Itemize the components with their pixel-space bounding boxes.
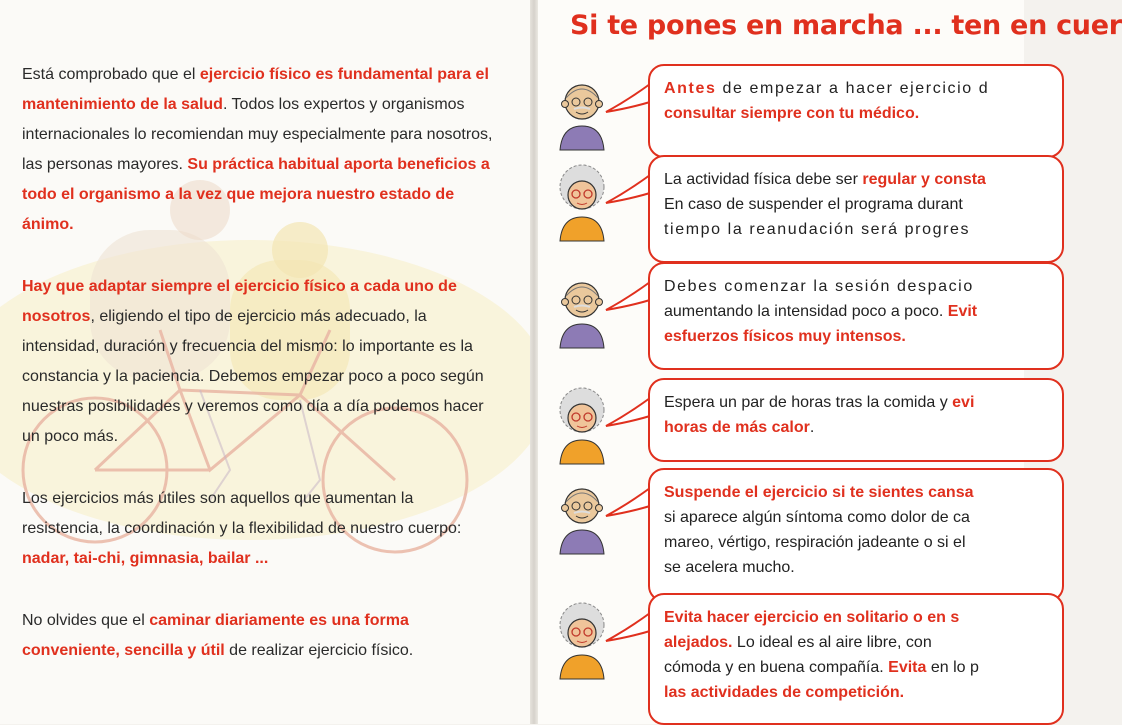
tip-line <box>664 680 1048 705</box>
speech-bubble <box>648 262 1064 370</box>
tip-text: . <box>809 419 815 436</box>
tip-highlight: las actividades de competición. <box>664 684 905 701</box>
tip-line <box>664 324 1048 349</box>
tip-item <box>538 262 1024 362</box>
tip-text: La actividad física debe ser <box>664 171 863 188</box>
paragraph-health: Está comprobado que el ejercicio físico es fundamental para el mantenimiento de la salud. Todos los expertos y organismos internacionales lo recomiendan muy especialmente para nosotros, las personas mayores. Su práctica habitual aporta beneficios a todo el organismo a la vez que mejora nuestro estado de ánimo. <box>22 66 493 233</box>
tip-text: si aparece algún síntoma como dolor de ca <box>664 509 970 526</box>
tip-line <box>664 555 1048 580</box>
speech-bubble <box>648 593 1064 725</box>
tip-line <box>664 655 1048 680</box>
tip-highlight: horas de más calor <box>664 419 810 436</box>
tip-line <box>664 299 1048 324</box>
tip-line <box>664 390 1048 415</box>
tip-highlight: Suspende el ejercicio si te sientes cansa <box>664 484 974 501</box>
tip-line <box>664 167 1048 192</box>
tip-item <box>538 155 1024 255</box>
tip-item <box>538 58 1024 158</box>
tip-line <box>664 217 1048 242</box>
tip-text: cómoda y en buena compañía. <box>664 659 889 676</box>
tip-line <box>664 192 1048 217</box>
tip-highlight: alejados. <box>664 634 733 651</box>
tip-text: mareo, vértigo, respiración jadeante o si el <box>664 534 966 551</box>
tip-text: se acelera mucho. <box>664 559 795 576</box>
tip-highlight: regular y consta <box>862 171 986 188</box>
tip-text: En caso de suspender el programa durant <box>664 196 963 213</box>
tip-text: Lo ideal es al aire libre, con <box>732 634 932 651</box>
speech-bubble <box>648 155 1064 263</box>
tip-line <box>664 76 1048 101</box>
page-headline: Si te pones en marcha ... ten en cuer <box>570 10 1122 41</box>
tip-line <box>664 274 1048 299</box>
tip-text: Espera un par de horas tras la comida y <box>664 394 953 411</box>
tip-line <box>664 605 1048 630</box>
paragraph-adapt: Hay que adaptar siempre el ejercicio físico a cada uno de nosotros, eligiendo el tipo de ejercicio más adecuado, la intensidad, duración y frecuencia del mismo: lo importante es la constancia y la paciencia. Debemos empezar poco a poco según nuestras posibilidades y veremos como día a día podemos hacer un poco más. <box>22 278 484 445</box>
tip-line <box>664 480 1048 505</box>
tip-highlight: Antes <box>664 80 717 97</box>
tip-text: de empezar a hacer ejercicio d <box>716 80 990 97</box>
tip-highlight: Evita hacer ejercicio en solitario o en s <box>664 609 960 626</box>
tip-text: Debes comenzar la sesión despacio <box>664 278 974 295</box>
tip-item <box>538 595 1024 701</box>
tip-line <box>664 505 1048 530</box>
speech-bubble <box>648 378 1064 462</box>
tip-highlight: evi <box>952 394 975 411</box>
tip-line <box>664 101 1048 126</box>
tip-highlight: esfuerzos físicos muy intensos. <box>664 328 906 345</box>
tip-item <box>538 462 1024 576</box>
tip-highlight: Evita <box>888 659 927 676</box>
paragraph-exercises: Los ejercicios más útiles son aquellos que aumentan la resistencia, la coordinación y la flexibilidad de nuestro cuerpo: nadar, tai-chi, gimnasia, bailar ... <box>22 490 462 567</box>
speech-bubble <box>648 468 1064 602</box>
page-fold <box>530 0 538 724</box>
tip-text: tiempo la reanudación será progres <box>664 221 971 238</box>
tip-line <box>664 415 1048 440</box>
tip-highlight: Evit <box>947 303 978 320</box>
left-page <box>0 0 530 724</box>
tip-text: en lo p <box>926 659 979 676</box>
paragraph-walking: No olvides que el caminar diariamente es una forma conveniente, sencilla y útil de realizar ejercicio físico. <box>22 612 414 659</box>
right-page <box>538 0 1122 724</box>
tip-item <box>538 368 1024 468</box>
tip-highlight: consultar siempre con tu médico. <box>664 105 920 122</box>
speech-bubble <box>648 64 1064 158</box>
tip-line <box>664 530 1048 555</box>
tip-line <box>664 630 1048 655</box>
tip-text: aumentando la intensidad poco a poco. <box>664 303 948 320</box>
